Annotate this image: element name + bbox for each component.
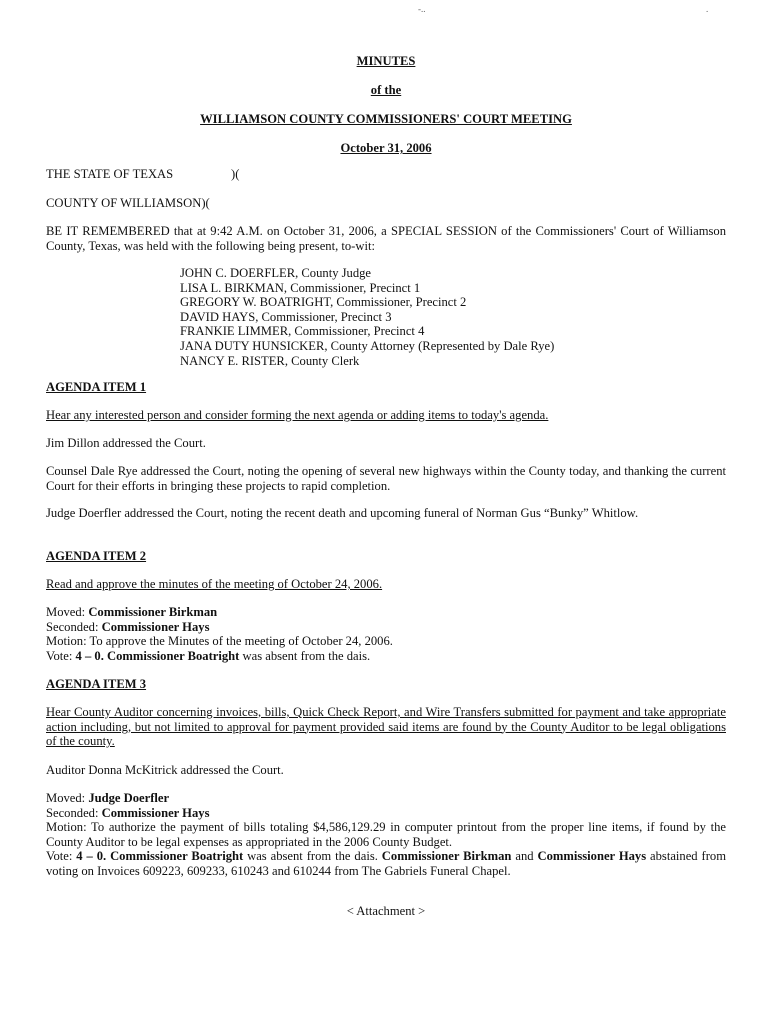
scan-mark-right: . xyxy=(706,4,709,14)
state-label: THE STATE OF TEXAS xyxy=(46,167,174,181)
attendee: DAVID HAYS, Commissioner, Precinct 3 xyxy=(180,309,392,324)
attendee: JANA DUTY HUNSICKER, County Attorney (Represented by Dale Rye) xyxy=(180,338,555,353)
agenda-item-3-heading: AGENDA ITEM 3 xyxy=(46,677,147,691)
moved-line: Moved: Commissioner Birkman xyxy=(46,605,218,619)
doc-title: MINUTES xyxy=(356,54,416,68)
agenda-item-1-paragraph: Counsel Dale Rye addressed the Court, noting the opening of several new highways within the County today, and thanking the current Court for their efforts in bringing these projects to rapid completion. xyxy=(46,464,726,493)
moved-line: Moved: Judge Doerfler xyxy=(46,791,170,805)
state-bracket: )( xyxy=(231,167,240,181)
attendee: JOHN C. DOERFLER, County Judge xyxy=(180,266,372,280)
attendee: NANCY E. RISTER, County Clerk xyxy=(180,353,360,368)
agenda-item-2-heading: AGENDA ITEM 2 xyxy=(46,549,147,563)
motion-block xyxy=(46,605,726,663)
remembered-paragraph: BE IT REMEMBERED that at 9:42 A.M. on October 31, 2006, a SPECIAL SESSION of the Commissioners' Court of Williamson County, Texas, was held with the following being present, to-wit: xyxy=(46,224,726,253)
agenda-item-3-description: Hear County Auditor concerning invoices, bills, Quick Check Report, and Wire Transfers submitted for payment and take appropriate action including, but not limited to approval for payment provided said items are found by the County Auditor to be legal obligations of the county. xyxy=(46,705,726,749)
agenda-item-1-heading: AGENDA ITEM 1 xyxy=(46,380,147,394)
seconder: Commissioner Hays xyxy=(101,805,210,820)
vote-line: Vote: 4 – 0. Commissioner Boatright was absent from the dais. Commissioner Birkman and Commissioner Hays abstained from voting on Invoices 609223, 609233, 610243 and 610244 from The Gabriels Funeral Chapel. xyxy=(46,849,726,878)
agenda-item-1-paragraph: Judge Doerfler addressed the Court, noting the recent death and upcoming funeral of Norman Gus “Bunky” Whitlow. xyxy=(46,506,639,520)
attendee: FRANKIE LIMMER, Commissioner, Precinct 4 xyxy=(180,324,425,339)
seconded-line: Seconded: Commissioner Hays xyxy=(46,805,210,820)
agenda-item-1-paragraph: Jim Dillon addressed the Court. xyxy=(46,436,206,450)
doc-subtitle-court: WILLIAMSON COUNTY COMMISSIONERS' COURT MEETING xyxy=(200,112,572,126)
attachment-note: < Attachment > xyxy=(346,904,426,918)
agenda-item-1-description: Hear any interested person and consider forming the next agenda or adding items to today's agenda. xyxy=(46,408,549,422)
attendee: GREGORY W. BOATRIGHT, Commissioner, Precinct 2 xyxy=(180,295,467,310)
agenda-item-3-paragraph: Auditor Donna McKitrick addressed the Court. xyxy=(46,763,284,777)
vote-line: Vote: 4 – 0. Commissioner Boatright was absent from the dais. xyxy=(46,648,371,663)
seconder: Commissioner Hays xyxy=(101,619,210,634)
motion-block xyxy=(46,791,726,879)
state-line xyxy=(46,167,726,182)
attendee: LISA L. BIRKMAN, Commissioner, Precinct 1 xyxy=(180,280,421,295)
mover: Commissioner Birkman xyxy=(88,605,218,619)
county-line: COUNTY OF WILLIAMSON)( xyxy=(46,196,210,210)
attendee-list xyxy=(180,266,554,368)
agenda-item-2-description: Read and approve the minutes of the meeting of October 24, 2006. xyxy=(46,577,383,591)
mover: Judge Doerfler xyxy=(88,791,170,805)
motion-line: Motion: To approve the Minutes of the meeting of October 24, 2006. xyxy=(46,634,393,649)
seconded-line: Seconded: Commissioner Hays xyxy=(46,619,210,634)
meeting-date: October 31, 2006 xyxy=(340,141,432,155)
motion-line: Motion: To authorize the payment of bills totaling $4,586,129.29 in computer printout from the proper line items, if found by the County Auditor to be legal expenses as appropriated in the 2006 County Budget. xyxy=(46,820,726,849)
doc-subtitle-of-the: of the xyxy=(370,83,402,97)
scan-mark-left: -.. xyxy=(418,4,426,14)
